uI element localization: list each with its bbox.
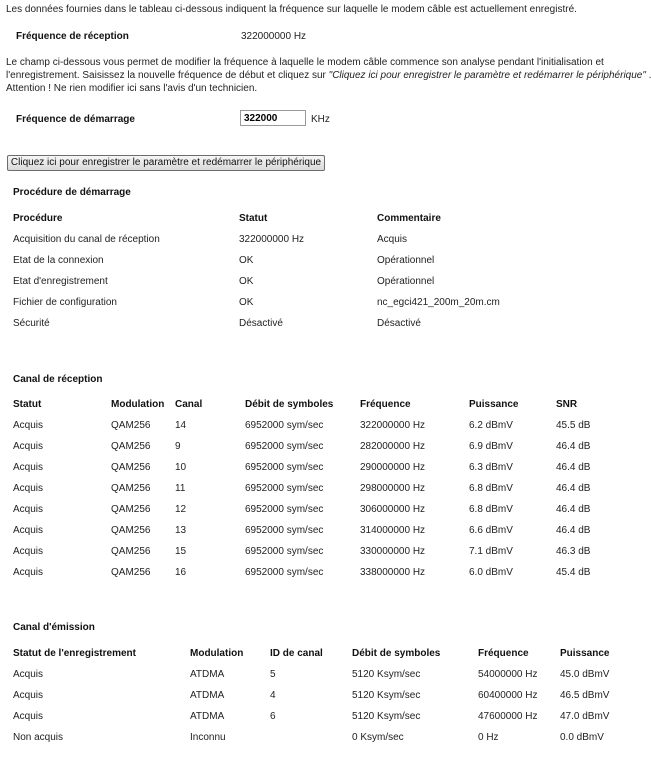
reception-frequency-value: 322000000 Hz — [241, 31, 307, 42]
table-cell: Acquis — [13, 441, 44, 452]
table-cell: ATDMA — [190, 711, 225, 722]
table-row — [0, 276, 621, 290]
table-cell: 282000000 Hz — [360, 441, 426, 452]
table-row — [0, 462, 621, 476]
table-cell: 15 — [175, 546, 187, 557]
table-row — [0, 669, 621, 683]
table-cell: Acquisition du canal de réception — [13, 234, 160, 245]
column-header: ID de canal — [270, 648, 323, 659]
table-cell: Acquis — [13, 567, 44, 578]
column-header: Fréquence — [478, 648, 529, 659]
column-header: Modulation — [111, 399, 165, 410]
table-cell: 45.4 dB — [556, 567, 591, 578]
table-cell: 6.9 dBmV — [469, 441, 513, 452]
column-header: Débit de symboles — [245, 399, 334, 410]
save-and-restart-button[interactable]: Cliquez ici pour enregistrer le paramètre et redémarrer le périphérique — [7, 155, 325, 171]
upstream-title: Canal d'émission — [13, 622, 95, 633]
column-header: Procédure — [13, 213, 63, 224]
table-row — [0, 441, 621, 455]
table-cell: 6952000 sym/sec — [245, 420, 324, 431]
table-cell: 314000000 Hz — [360, 525, 426, 536]
start-frequency-unit: KHz — [311, 114, 330, 125]
table-row — [0, 525, 621, 539]
table-cell: 46.4 dB — [556, 504, 591, 515]
table-cell: OK — [239, 276, 254, 287]
table-cell: 47600000 Hz — [478, 711, 538, 722]
table-cell: Acquis — [13, 711, 44, 722]
table-cell: 6952000 sym/sec — [245, 525, 324, 536]
table-cell: Désactivé — [239, 318, 283, 329]
table-cell: 6.0 dBmV — [469, 567, 513, 578]
table-cell: OK — [239, 255, 254, 266]
table-cell: Acquis — [13, 669, 44, 680]
column-header: Puissance — [560, 648, 610, 659]
table-cell: 46.5 dBmV — [560, 690, 610, 701]
table-cell: 6.8 dBmV — [469, 483, 513, 494]
column-header: Canal — [175, 399, 203, 410]
table-cell: QAM256 — [111, 504, 151, 515]
table-cell: 6952000 sym/sec — [245, 504, 324, 515]
instructions-text — [6, 56, 651, 95]
column-header: Fréquence — [360, 399, 411, 410]
table-cell: Désactivé — [377, 318, 421, 329]
table-cell: 0.0 dBmV — [560, 732, 604, 743]
table-cell: 5120 Ksym/sec — [352, 669, 421, 680]
table-cell: ATDMA — [190, 690, 225, 701]
table-cell: 10 — [175, 462, 187, 473]
table-cell: 47.0 dBmV — [560, 711, 610, 722]
table-cell: Acquis — [13, 525, 44, 536]
column-header: SNR — [556, 399, 578, 410]
table-cell: 322000000 Hz — [360, 420, 426, 431]
table-cell: Acquis — [13, 462, 44, 473]
table-cell: QAM256 — [111, 567, 151, 578]
table-cell: 6.2 dBmV — [469, 420, 513, 431]
table-cell: 16 — [175, 567, 187, 578]
column-header: Modulation — [190, 648, 244, 659]
table-cell: 13 — [175, 525, 187, 536]
start-frequency-input[interactable] — [240, 110, 306, 126]
table-cell: Non acquis — [13, 732, 64, 743]
table-row — [0, 732, 621, 746]
table-cell: Acquis — [13, 546, 44, 557]
table-cell: Inconnu — [190, 732, 226, 743]
table-cell: 46.3 dB — [556, 546, 591, 557]
table-row — [0, 234, 621, 248]
column-header: Débit de symboles — [352, 648, 441, 659]
table-cell: 60400000 Hz — [478, 690, 538, 701]
table-cell: 290000000 Hz — [360, 462, 426, 473]
table-cell: Acquis — [13, 504, 44, 515]
table-header-row — [0, 399, 621, 413]
table-cell: 5120 Ksym/sec — [352, 711, 421, 722]
table-cell: 12 — [175, 504, 187, 515]
table-cell: 6.6 dBmV — [469, 525, 513, 536]
instructions-line-1: Le champ ci-dessous vous permet de modifier la fréquence à laquelle le modem câble commence son analyse pendant l'initialisation et — [6, 57, 604, 68]
start-frequency-label: Fréquence de démarrage — [16, 114, 135, 125]
table-row — [0, 420, 621, 434]
table-row — [0, 690, 621, 704]
table-cell: QAM256 — [111, 525, 151, 536]
table-cell: Fichier de configuration — [13, 297, 117, 308]
table-cell: 45.0 dBmV — [560, 669, 610, 680]
table-cell: 9 — [175, 441, 181, 452]
table-cell: QAM256 — [111, 546, 151, 557]
table-cell: ATDMA — [190, 669, 225, 680]
table-cell: 4 — [270, 690, 276, 701]
table-cell: 5 — [270, 669, 276, 680]
table-cell: Acquis — [13, 420, 44, 431]
column-header: Puissance — [469, 399, 519, 410]
table-cell: 46.4 dB — [556, 462, 591, 473]
table-cell: QAM256 — [111, 441, 151, 452]
table-row — [0, 546, 621, 560]
table-cell: QAM256 — [111, 483, 151, 494]
table-cell: 46.4 dB — [556, 525, 591, 536]
table-row — [0, 255, 621, 269]
table-row — [0, 318, 621, 332]
table-row — [0, 567, 621, 581]
table-cell: Opérationnel — [377, 276, 435, 287]
table-cell: 6952000 sym/sec — [245, 462, 324, 473]
table-cell: 306000000 Hz — [360, 504, 426, 515]
table-cell: 298000000 Hz — [360, 483, 426, 494]
column-header: Statut de l'enregistrement — [13, 648, 136, 659]
table-cell: 6952000 sym/sec — [245, 567, 324, 578]
table-cell: 46.4 dB — [556, 441, 591, 452]
table-cell: 6952000 sym/sec — [245, 441, 324, 452]
table-cell: 6.8 dBmV — [469, 504, 513, 515]
table-header-row — [0, 648, 621, 662]
table-cell: 0 Ksym/sec — [352, 732, 404, 743]
table-cell: Opérationnel — [377, 255, 435, 266]
table-cell: 330000000 Hz — [360, 546, 426, 557]
table-cell: Etat d'enregistrement — [13, 276, 108, 287]
instructions-line-2: l'enregistrement. Saisissez la nouvelle fréquence de début et cliquez sur "Cliquez ici pour enregistrer le paramètre et redémarrer le périphérique" . — [6, 70, 651, 81]
table-cell: 46.4 dB — [556, 483, 591, 494]
table-cell: Acquis — [13, 690, 44, 701]
table-cell: OK — [239, 297, 254, 308]
table-cell: 338000000 Hz — [360, 567, 426, 578]
table-cell: 6952000 sym/sec — [245, 483, 324, 494]
startup-procedure-title: Procédure de démarrage — [13, 187, 131, 198]
instructions-warning: Attention ! Ne rien modifier ici sans l'avis d'un technicien. — [6, 83, 258, 94]
table-row — [0, 504, 621, 518]
table-row — [0, 297, 621, 311]
table-cell: 0 Hz — [478, 732, 499, 743]
downstream-title: Canal de réception — [13, 374, 103, 385]
table-cell: Acquis — [13, 483, 44, 494]
column-header: Commentaire — [377, 213, 441, 224]
column-header: Statut — [239, 213, 268, 224]
table-cell: 11 — [175, 483, 186, 494]
table-cell: nc_egci421_200m_20m.cm — [377, 297, 500, 308]
table-cell: 322000000 Hz — [239, 234, 305, 245]
table-cell: 54000000 Hz — [478, 669, 538, 680]
reception-frequency-label: Fréquence de réception — [16, 31, 129, 42]
table-cell: QAM256 — [111, 420, 151, 431]
column-header: Statut — [13, 399, 42, 410]
table-header-row — [0, 213, 621, 227]
table-row — [0, 483, 621, 497]
table-cell: 6 — [270, 711, 276, 722]
table-cell: Sécurité — [13, 318, 50, 329]
table-cell: 6.3 dBmV — [469, 462, 513, 473]
table-cell: Acquis — [377, 234, 408, 245]
table-cell: Etat de la connexion — [13, 255, 104, 266]
table-cell: 14 — [175, 420, 187, 431]
table-cell: 5120 Ksym/sec — [352, 690, 421, 701]
table-cell: 6952000 sym/sec — [245, 546, 324, 557]
table-cell: QAM256 — [111, 462, 151, 473]
table-row — [0, 711, 621, 725]
table-cell: 7.1 dBmV — [469, 546, 513, 557]
intro-text: Les données fournies dans le tableau ci-dessous indiquent la fréquence sur laquelle le modem câble est actuellement enregistré. — [6, 4, 577, 15]
table-cell: 45.5 dB — [556, 420, 591, 431]
